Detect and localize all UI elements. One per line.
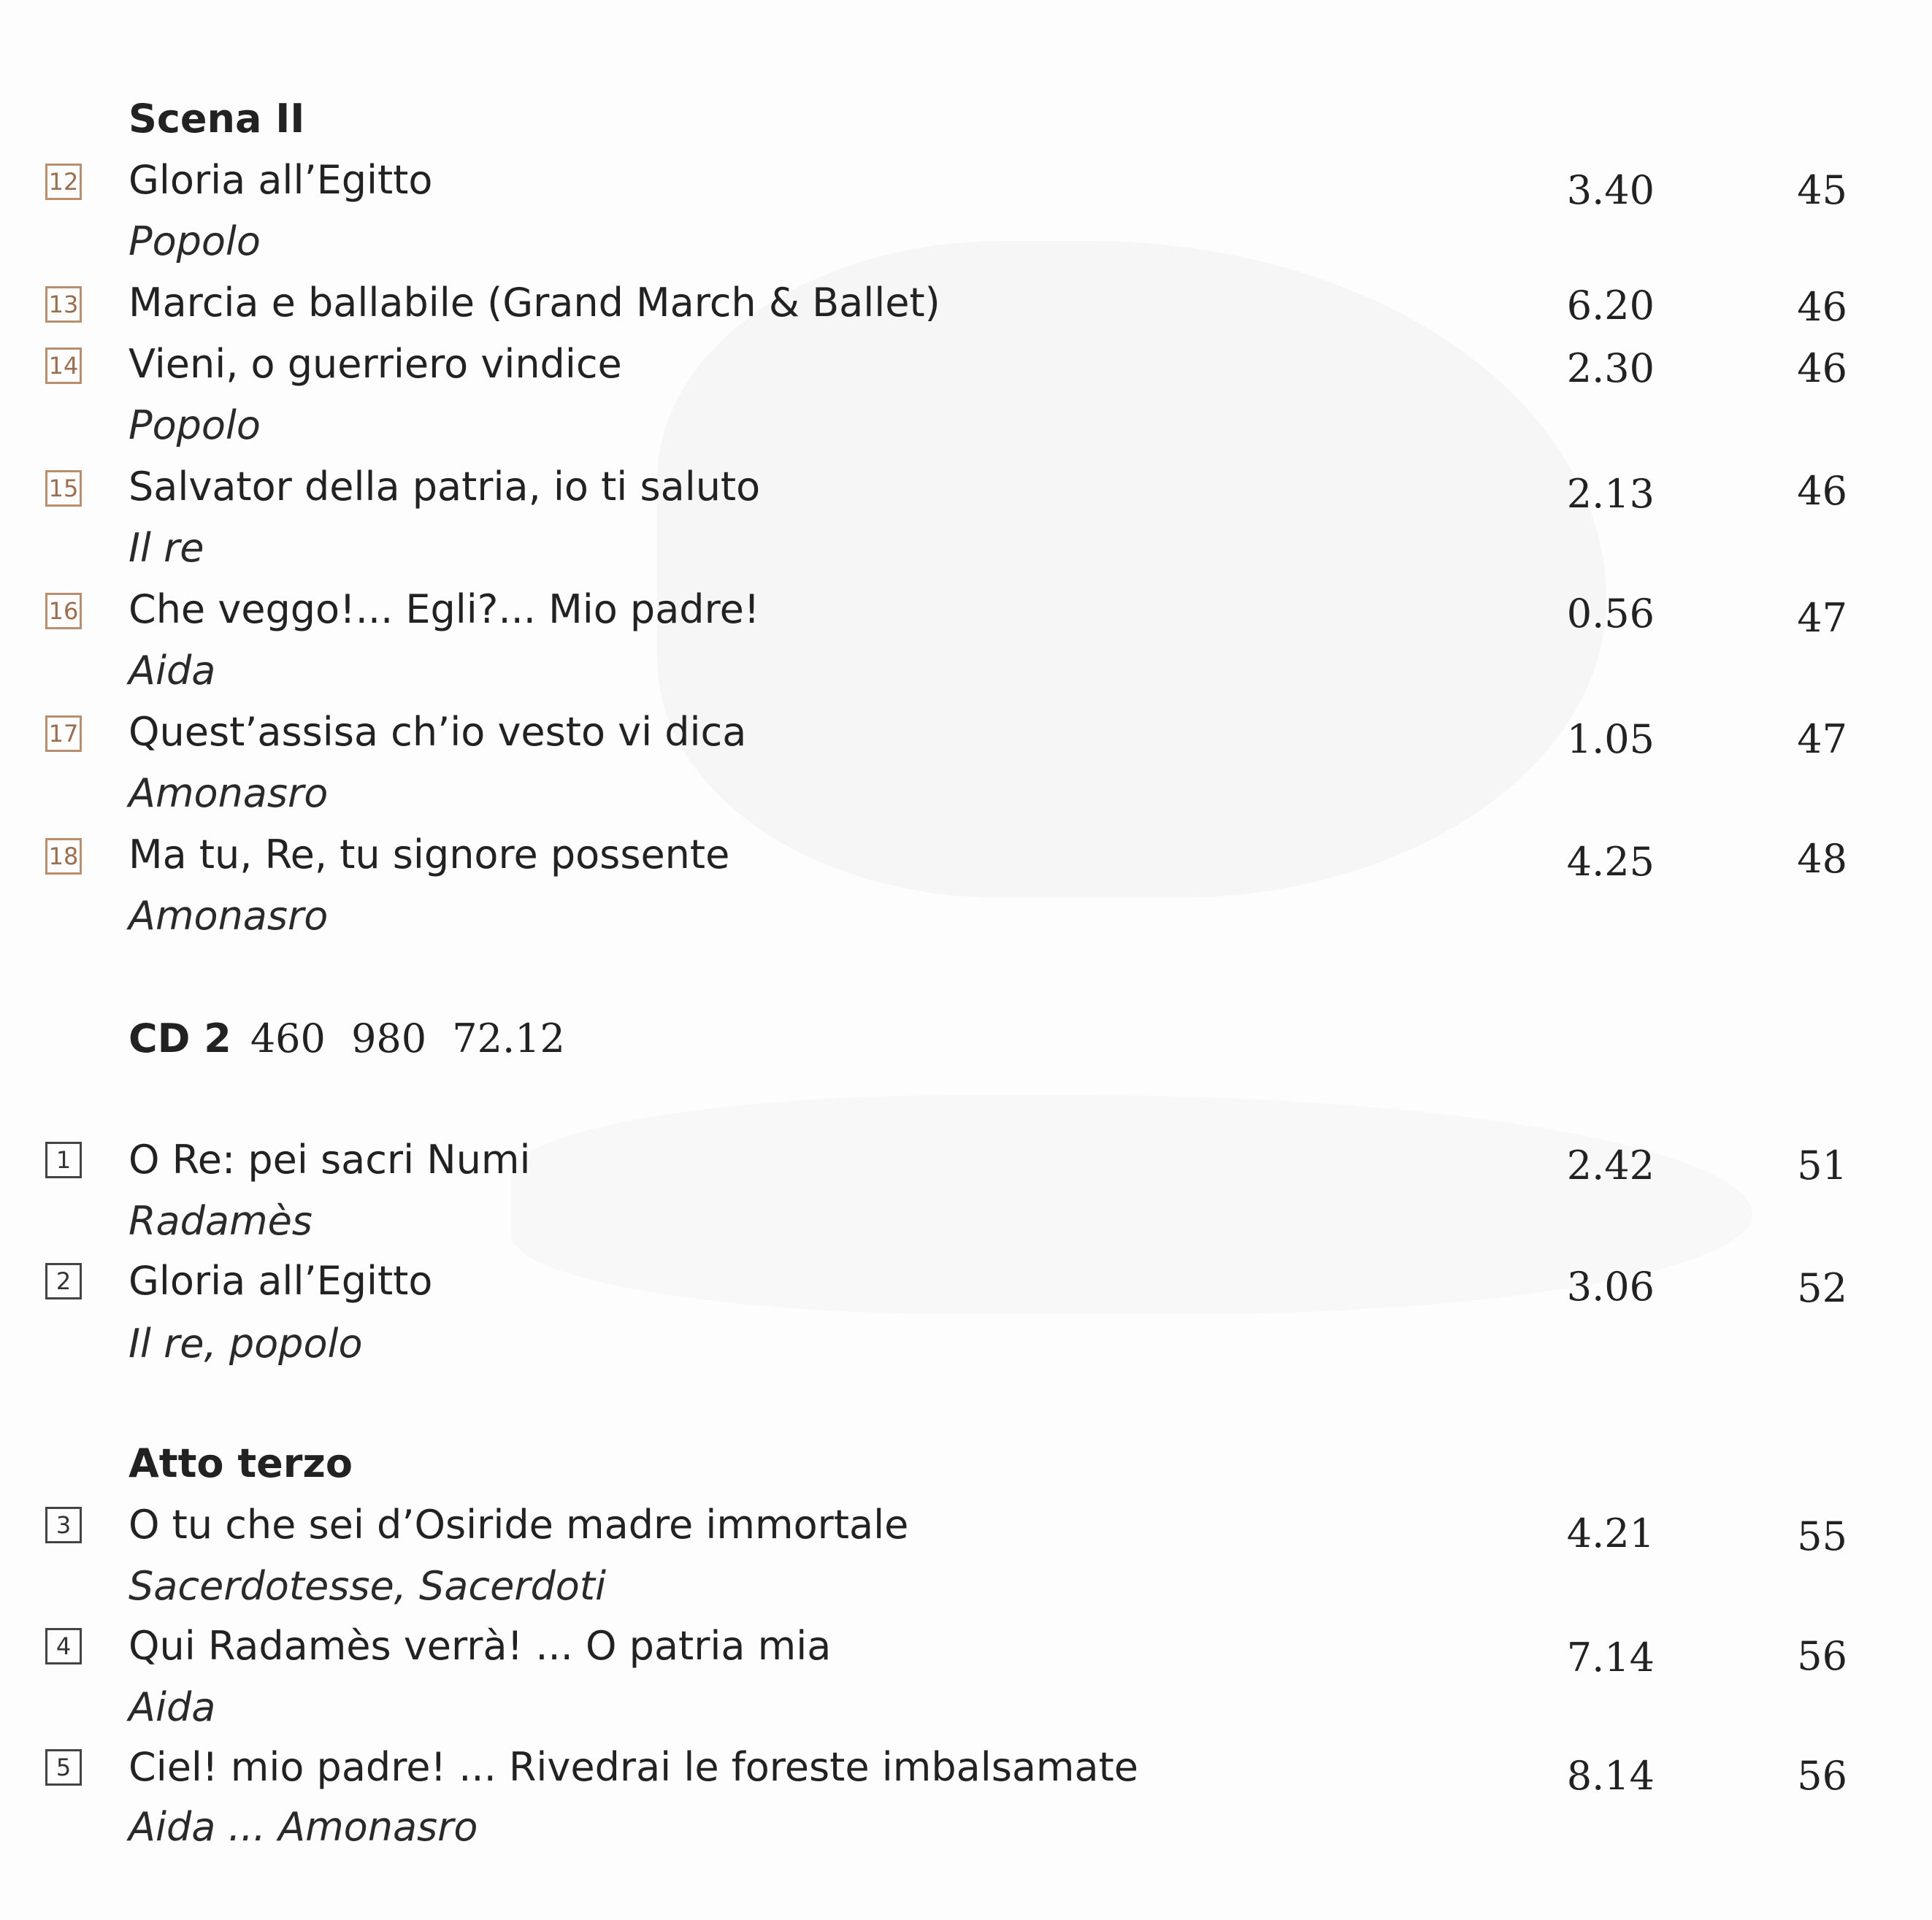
track-number: 15 — [45, 470, 82, 507]
track-number: 1 — [45, 1142, 82, 1178]
track-page: 51 — [1797, 1143, 1847, 1189]
track-duration: 4.25 — [1566, 839, 1655, 885]
track-role: Amonasro — [129, 770, 329, 816]
cd2-heading — [129, 1015, 565, 1061]
track-page: 46 — [1797, 284, 1847, 330]
track-title: Che veggo!... Egli?... Mio padre! — [129, 586, 760, 632]
track-duration: 3.40 — [1566, 167, 1655, 213]
track-number: 3 — [45, 1507, 82, 1543]
track-number: 17 — [45, 715, 82, 752]
track-role: Aida — [129, 648, 216, 694]
cd2-label: CD 2 — [129, 1015, 231, 1061]
track-title: Ma tu, Re, tu signore possente — [129, 832, 730, 878]
track-duration: 3.06 — [1566, 1264, 1655, 1310]
track-number: 5 — [45, 1749, 82, 1786]
track-title: Marcia e ballabile (Grand March & Ballet) — [129, 280, 940, 326]
track-role: Popolo — [129, 218, 261, 264]
track-title: Vieni, o guerriero vindice — [129, 341, 622, 387]
track-role: Aida — [129, 1684, 216, 1730]
track-duration: 2.42 — [1566, 1143, 1655, 1189]
track-page: 55 — [1797, 1513, 1847, 1559]
track-title: Ciel! mio padre! ... Rivedrai le foreste imbalsamate — [129, 1744, 1139, 1790]
track-page: 46 — [1797, 345, 1847, 391]
track-duration: 6.20 — [1566, 283, 1655, 329]
track-page: 56 — [1797, 1753, 1847, 1799]
track-page: 48 — [1797, 836, 1847, 882]
track-title: Quest’assisa ch’io vesto vi dica — [129, 709, 747, 755]
track-number: 2 — [45, 1263, 82, 1299]
track-role: Popolo — [129, 402, 261, 448]
track-role: Radamès — [129, 1198, 313, 1244]
track-page: 47 — [1797, 595, 1847, 641]
track-page: 56 — [1797, 1633, 1847, 1679]
track-number: 18 — [45, 838, 82, 875]
track-role: Il re — [129, 525, 204, 571]
track-title: Gloria all’Egitto — [129, 157, 433, 203]
track-title: Gloria all’Egitto — [129, 1258, 433, 1304]
track-page: 47 — [1797, 716, 1847, 762]
track-duration: 4.21 — [1566, 1510, 1655, 1556]
track-role: Amonasro — [129, 893, 329, 939]
track-page: 45 — [1797, 167, 1847, 213]
track-duration: 8.14 — [1566, 1753, 1655, 1799]
track-title: Salvator della patria, io ti saluto — [129, 464, 761, 510]
track-role: Aida ... Amonasro — [129, 1804, 478, 1850]
track-duration: 7.14 — [1566, 1635, 1655, 1681]
track-role: Il re, popolo — [129, 1321, 363, 1367]
track-title: O Re: pei sacri Numi — [129, 1137, 531, 1183]
track-number: 12 — [45, 164, 82, 200]
section-heading-scena-ii: Scena II — [129, 96, 305, 142]
track-role: Sacerdotesse, Sacerdoti — [129, 1563, 606, 1609]
track-page: 46 — [1797, 468, 1847, 514]
cd2-catalog-and-duration: 460 980 72.12 — [250, 1015, 565, 1061]
track-number: 16 — [45, 593, 82, 629]
track-duration: 1.05 — [1566, 716, 1655, 762]
track-number: 13 — [45, 286, 82, 323]
section-heading-atto-terzo: Atto terzo — [129, 1440, 353, 1486]
track-title: O tu che sei d’Osiride madre immortale — [129, 1502, 909, 1548]
track-number: 14 — [45, 347, 82, 384]
track-title: Qui Radamès verrà! ... O patria mia — [129, 1623, 832, 1669]
track-number: 4 — [45, 1628, 82, 1664]
track-duration: 2.30 — [1566, 345, 1655, 391]
track-page: 52 — [1797, 1265, 1847, 1311]
track-duration: 0.56 — [1566, 591, 1655, 637]
track-duration: 2.13 — [1566, 471, 1655, 517]
